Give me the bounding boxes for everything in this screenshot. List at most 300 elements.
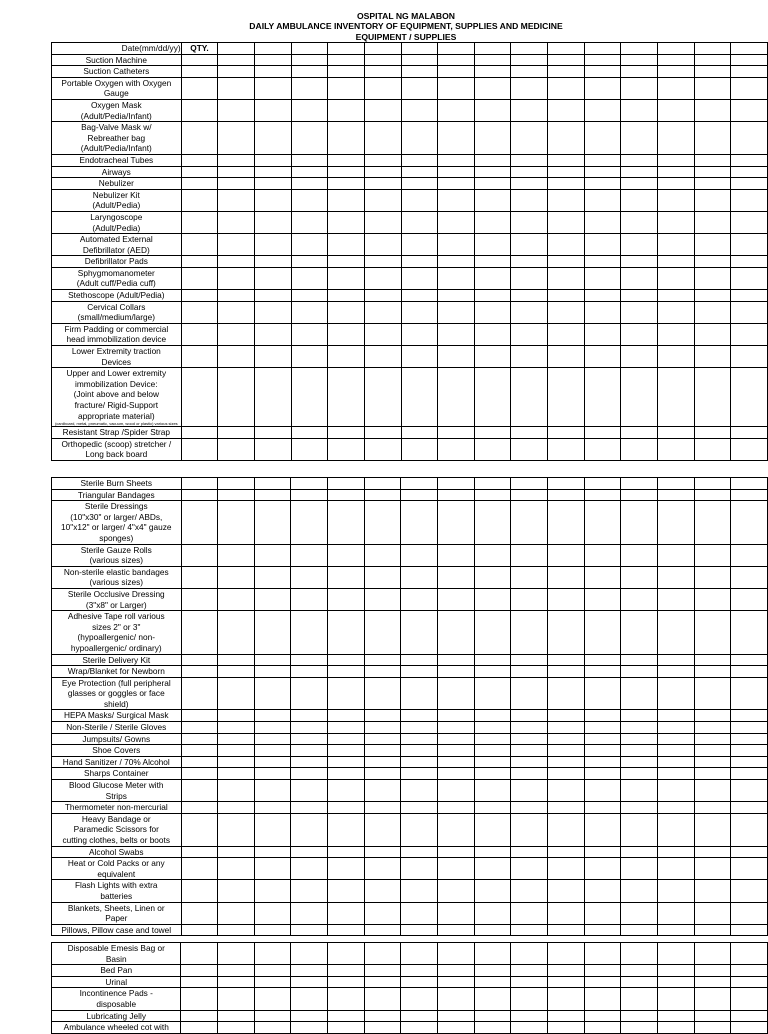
entry-cell[interactable] [511, 654, 548, 666]
entry-cell[interactable] [218, 438, 255, 460]
entry-cell[interactable] [731, 611, 768, 654]
entry-cell[interactable] [731, 976, 768, 988]
entry-cell[interactable] [328, 1010, 365, 1022]
entry-cell[interactable] [474, 902, 511, 924]
entry-cell[interactable] [511, 438, 548, 460]
entry-cell[interactable] [584, 802, 621, 814]
entry-cell[interactable] [511, 368, 548, 427]
entry-cell[interactable] [328, 733, 365, 745]
entry-cell[interactable] [731, 710, 768, 722]
date-cell[interactable] [511, 43, 548, 55]
entry-cell[interactable] [364, 780, 401, 802]
entry-cell[interactable] [731, 566, 768, 588]
entry-cell[interactable] [401, 301, 438, 323]
entry-cell[interactable] [401, 438, 438, 460]
entry-cell[interactable] [657, 234, 694, 256]
entry-cell[interactable] [584, 1022, 621, 1034]
entry-cell[interactable] [584, 489, 621, 501]
entry-cell[interactable] [731, 489, 768, 501]
entry-cell[interactable] [694, 666, 731, 678]
entry-cell[interactable] [584, 880, 621, 902]
entry-cell[interactable] [621, 666, 658, 678]
entry-cell[interactable] [731, 722, 768, 734]
entry-cell[interactable] [254, 489, 291, 501]
entry-cell[interactable] [621, 611, 658, 654]
entry-cell[interactable] [181, 290, 218, 302]
entry-cell[interactable] [731, 588, 768, 610]
entry-cell[interactable] [291, 1022, 328, 1034]
entry-cell[interactable] [547, 902, 584, 924]
entry-cell[interactable] [254, 588, 291, 610]
entry-cell[interactable] [621, 544, 658, 566]
entry-cell[interactable] [657, 427, 694, 439]
entry-cell[interactable] [328, 976, 365, 988]
entry-cell[interactable] [438, 756, 475, 768]
entry-cell[interactable] [511, 301, 548, 323]
entry-cell[interactable] [291, 902, 328, 924]
entry-cell[interactable] [328, 256, 365, 268]
entry-cell[interactable] [694, 588, 731, 610]
entry-cell[interactable] [584, 478, 621, 490]
entry-cell[interactable] [438, 846, 475, 858]
entry-cell[interactable] [401, 965, 438, 977]
entry-cell[interactable] [364, 733, 401, 745]
entry-cell[interactable] [511, 802, 548, 814]
entry-cell[interactable] [694, 66, 731, 78]
entry-cell[interactable] [657, 710, 694, 722]
entry-cell[interactable] [255, 267, 292, 289]
entry-cell[interactable] [181, 768, 218, 780]
entry-cell[interactable] [181, 234, 218, 256]
entry-cell[interactable] [658, 1022, 695, 1034]
entry-cell[interactable] [547, 858, 584, 880]
entry-cell[interactable] [621, 211, 658, 233]
entry-cell[interactable] [584, 234, 621, 256]
entry-cell[interactable] [657, 478, 694, 490]
entry-cell[interactable] [657, 566, 694, 588]
entry-cell[interactable] [438, 858, 475, 880]
entry-cell[interactable] [401, 1010, 438, 1022]
entry-cell[interactable] [218, 301, 255, 323]
entry-cell[interactable] [218, 54, 255, 66]
entry-cell[interactable] [731, 178, 768, 190]
entry-cell[interactable] [291, 802, 328, 814]
entry-cell[interactable] [474, 290, 511, 302]
entry-cell[interactable] [694, 802, 731, 814]
entry-cell[interactable] [511, 501, 548, 544]
entry-cell[interactable] [181, 438, 218, 460]
entry-cell[interactable] [694, 544, 731, 566]
entry-cell[interactable] [328, 780, 365, 802]
entry-cell[interactable] [731, 988, 768, 1010]
entry-cell[interactable] [328, 54, 365, 66]
entry-cell[interactable] [328, 745, 365, 757]
date-cell[interactable] [657, 43, 694, 55]
entry-cell[interactable] [181, 813, 218, 846]
entry-cell[interactable] [694, 478, 731, 490]
date-cell[interactable] [438, 43, 475, 55]
entry-cell[interactable] [694, 166, 731, 178]
entry-cell[interactable] [364, 722, 401, 734]
entry-cell[interactable] [731, 745, 768, 757]
entry-cell[interactable] [401, 745, 438, 757]
entry-cell[interactable] [218, 427, 255, 439]
entry-cell[interactable] [511, 234, 548, 256]
entry-cell[interactable] [255, 290, 292, 302]
entry-cell[interactable] [547, 611, 584, 654]
entry-cell[interactable] [584, 544, 621, 566]
entry-cell[interactable] [474, 988, 511, 1010]
entry-cell[interactable] [474, 544, 511, 566]
entry-cell[interactable] [218, 323, 255, 345]
entry-cell[interactable] [401, 77, 438, 99]
entry-cell[interactable] [474, 256, 511, 268]
entry-cell[interactable] [584, 256, 621, 268]
entry-cell[interactable] [584, 189, 621, 211]
entry-cell[interactable] [584, 427, 621, 439]
entry-cell[interactable] [584, 988, 621, 1010]
entry-cell[interactable] [731, 677, 768, 710]
entry-cell[interactable] [401, 66, 438, 78]
entry-cell[interactable] [218, 858, 255, 880]
entry-cell[interactable] [254, 880, 291, 902]
entry-cell[interactable] [548, 77, 585, 99]
entry-cell[interactable] [328, 154, 365, 166]
entry-cell[interactable] [401, 666, 438, 678]
entry-cell[interactable] [548, 988, 585, 1010]
entry-cell[interactable] [255, 368, 292, 427]
entry-cell[interactable] [291, 943, 328, 965]
entry-cell[interactable] [401, 154, 438, 166]
entry-cell[interactable] [474, 722, 511, 734]
entry-cell[interactable] [731, 666, 768, 678]
entry-cell[interactable] [328, 588, 365, 610]
entry-cell[interactable] [511, 99, 548, 121]
entry-cell[interactable] [181, 654, 218, 666]
entry-cell[interactable] [364, 710, 401, 722]
entry-cell[interactable] [364, 99, 401, 121]
entry-cell[interactable] [291, 211, 328, 233]
entry-cell[interactable] [474, 1022, 511, 1034]
entry-cell[interactable] [218, 677, 255, 710]
entry-cell[interactable] [731, 256, 768, 268]
entry-cell[interactable] [548, 1022, 585, 1034]
entry-cell[interactable] [438, 368, 475, 427]
entry-cell[interactable] [621, 166, 658, 178]
entry-cell[interactable] [694, 234, 731, 256]
entry-cell[interactable] [621, 346, 658, 368]
entry-cell[interactable] [181, 611, 218, 654]
entry-cell[interactable] [291, 189, 328, 211]
entry-cell[interactable] [364, 54, 401, 66]
entry-cell[interactable] [328, 677, 365, 710]
entry-cell[interactable] [621, 858, 658, 880]
entry-cell[interactable] [548, 438, 585, 460]
entry-cell[interactable] [584, 943, 621, 965]
entry-cell[interactable] [621, 733, 658, 745]
entry-cell[interactable] [181, 501, 218, 544]
entry-cell[interactable] [694, 99, 731, 121]
entry-cell[interactable] [364, 802, 401, 814]
entry-cell[interactable] [364, 1022, 401, 1034]
entry-cell[interactable] [291, 654, 328, 666]
entry-cell[interactable] [584, 99, 621, 121]
entry-cell[interactable] [474, 178, 511, 190]
entry-cell[interactable] [181, 66, 218, 78]
date-cell[interactable] [731, 43, 768, 55]
entry-cell[interactable] [438, 745, 475, 757]
entry-cell[interactable] [548, 943, 585, 965]
entry-cell[interactable] [181, 122, 218, 155]
entry-cell[interactable] [584, 976, 621, 988]
entry-cell[interactable] [547, 501, 584, 544]
entry-cell[interactable] [291, 733, 328, 745]
entry-cell[interactable] [621, 902, 658, 924]
entry-cell[interactable] [291, 666, 328, 678]
entry-cell[interactable] [364, 745, 401, 757]
entry-cell[interactable] [621, 301, 658, 323]
entry-cell[interactable] [218, 154, 255, 166]
date-cell[interactable] [401, 43, 438, 55]
entry-cell[interactable] [218, 880, 255, 902]
entry-cell[interactable] [731, 924, 768, 936]
entry-cell[interactable] [474, 346, 511, 368]
entry-cell[interactable] [401, 858, 438, 880]
entry-cell[interactable] [438, 427, 475, 439]
entry-cell[interactable] [328, 346, 365, 368]
entry-cell[interactable] [181, 154, 218, 166]
entry-cell[interactable] [657, 858, 694, 880]
entry-cell[interactable] [255, 438, 292, 460]
entry-cell[interactable] [181, 880, 218, 902]
entry-cell[interactable] [584, 566, 621, 588]
entry-cell[interactable] [364, 166, 401, 178]
entry-cell[interactable] [364, 846, 401, 858]
entry-cell[interactable] [254, 768, 291, 780]
entry-cell[interactable] [438, 478, 475, 490]
entry-cell[interactable] [291, 234, 328, 256]
entry-cell[interactable] [548, 976, 585, 988]
entry-cell[interactable] [438, 733, 475, 745]
entry-cell[interactable] [548, 178, 585, 190]
entry-cell[interactable] [254, 722, 291, 734]
entry-cell[interactable] [657, 780, 694, 802]
entry-cell[interactable] [694, 943, 731, 965]
entry-cell[interactable] [621, 965, 658, 977]
entry-cell[interactable] [438, 438, 475, 460]
entry-cell[interactable] [474, 77, 511, 99]
entry-cell[interactable] [694, 368, 731, 427]
entry-cell[interactable] [731, 654, 768, 666]
entry-cell[interactable] [364, 813, 401, 846]
entry-cell[interactable] [364, 988, 401, 1010]
entry-cell[interactable] [731, 1022, 768, 1034]
entry-cell[interactable] [548, 211, 585, 233]
entry-cell[interactable] [218, 654, 255, 666]
entry-cell[interactable] [364, 611, 401, 654]
entry-cell[interactable] [621, 178, 658, 190]
entry-cell[interactable] [474, 666, 511, 678]
entry-cell[interactable] [401, 290, 438, 302]
entry-cell[interactable] [511, 122, 548, 155]
entry-cell[interactable] [364, 677, 401, 710]
entry-cell[interactable] [474, 566, 511, 588]
date-cell[interactable] [255, 43, 292, 55]
entry-cell[interactable] [181, 988, 218, 1010]
entry-cell[interactable] [511, 478, 548, 490]
entry-cell[interactable] [364, 66, 401, 78]
entry-cell[interactable] [181, 710, 218, 722]
entry-cell[interactable] [694, 489, 731, 501]
entry-cell[interactable] [731, 943, 768, 965]
entry-cell[interactable] [254, 677, 291, 710]
entry-cell[interactable] [511, 256, 548, 268]
entry-cell[interactable] [694, 323, 731, 345]
entry-cell[interactable] [438, 489, 475, 501]
entry-cell[interactable] [438, 267, 475, 289]
entry-cell[interactable] [181, 756, 218, 768]
entry-cell[interactable] [364, 211, 401, 233]
entry-cell[interactable] [694, 346, 731, 368]
entry-cell[interactable] [254, 924, 291, 936]
entry-cell[interactable] [364, 77, 401, 99]
entry-cell[interactable] [511, 154, 548, 166]
entry-cell[interactable] [657, 677, 694, 710]
entry-cell[interactable] [218, 368, 255, 427]
entry-cell[interactable] [694, 611, 731, 654]
entry-cell[interactable] [474, 122, 511, 155]
entry-cell[interactable] [438, 988, 475, 1010]
entry-cell[interactable] [731, 154, 768, 166]
entry-cell[interactable] [548, 965, 585, 977]
entry-cell[interactable] [621, 189, 658, 211]
entry-cell[interactable] [474, 654, 511, 666]
entry-cell[interactable] [254, 654, 291, 666]
entry-cell[interactable] [218, 256, 255, 268]
entry-cell[interactable] [438, 976, 475, 988]
entry-cell[interactable] [474, 99, 511, 121]
entry-cell[interactable] [438, 902, 475, 924]
entry-cell[interactable] [657, 166, 694, 178]
entry-cell[interactable] [364, 478, 401, 490]
entry-cell[interactable] [438, 301, 475, 323]
entry-cell[interactable] [584, 654, 621, 666]
entry-cell[interactable] [548, 189, 585, 211]
entry-cell[interactable] [218, 924, 255, 936]
entry-cell[interactable] [474, 301, 511, 323]
entry-cell[interactable] [621, 154, 658, 166]
entry-cell[interactable] [218, 756, 255, 768]
entry-cell[interactable] [401, 588, 438, 610]
entry-cell[interactable] [218, 988, 255, 1010]
entry-cell[interactable] [621, 122, 658, 155]
entry-cell[interactable] [621, 99, 658, 121]
entry-cell[interactable] [584, 858, 621, 880]
entry-cell[interactable] [621, 54, 658, 66]
entry-cell[interactable] [657, 211, 694, 233]
entry-cell[interactable] [401, 733, 438, 745]
entry-cell[interactable] [621, 1010, 658, 1022]
entry-cell[interactable] [218, 166, 255, 178]
entry-cell[interactable] [474, 588, 511, 610]
entry-cell[interactable] [291, 988, 328, 1010]
entry-cell[interactable] [438, 544, 475, 566]
entry-cell[interactable] [657, 802, 694, 814]
entry-cell[interactable] [328, 710, 365, 722]
entry-cell[interactable] [474, 858, 511, 880]
entry-cell[interactable] [438, 256, 475, 268]
entry-cell[interactable] [438, 722, 475, 734]
entry-cell[interactable] [511, 166, 548, 178]
entry-cell[interactable] [328, 924, 365, 936]
entry-cell[interactable] [401, 880, 438, 902]
entry-cell[interactable] [364, 880, 401, 902]
entry-cell[interactable] [401, 489, 438, 501]
entry-cell[interactable] [401, 988, 438, 1010]
entry-cell[interactable] [254, 1022, 291, 1034]
entry-cell[interactable] [584, 501, 621, 544]
entry-cell[interactable] [547, 780, 584, 802]
entry-cell[interactable] [291, 166, 328, 178]
entry-cell[interactable] [547, 802, 584, 814]
entry-cell[interactable] [474, 745, 511, 757]
entry-cell[interactable] [511, 722, 548, 734]
entry-cell[interactable] [401, 976, 438, 988]
entry-cell[interactable] [218, 290, 255, 302]
entry-cell[interactable] [291, 768, 328, 780]
entry-cell[interactable] [181, 965, 218, 977]
entry-cell[interactable] [657, 66, 694, 78]
entry-cell[interactable] [731, 501, 768, 544]
entry-cell[interactable] [547, 654, 584, 666]
entry-cell[interactable] [658, 965, 695, 977]
entry-cell[interactable] [657, 54, 694, 66]
entry-cell[interactable] [401, 654, 438, 666]
entry-cell[interactable] [621, 478, 658, 490]
entry-cell[interactable] [657, 880, 694, 902]
entry-cell[interactable] [548, 234, 585, 256]
entry-cell[interactable] [694, 77, 731, 99]
entry-cell[interactable] [621, 501, 658, 544]
entry-cell[interactable] [474, 478, 511, 490]
entry-cell[interactable] [181, 368, 218, 427]
entry-cell[interactable] [511, 745, 548, 757]
entry-cell[interactable] [548, 99, 585, 121]
date-cell[interactable] [291, 43, 328, 55]
entry-cell[interactable] [255, 189, 292, 211]
entry-cell[interactable] [218, 611, 255, 654]
entry-cell[interactable] [511, 858, 548, 880]
entry-cell[interactable] [548, 166, 585, 178]
entry-cell[interactable] [474, 733, 511, 745]
entry-cell[interactable] [584, 211, 621, 233]
entry-cell[interactable] [621, 267, 658, 289]
entry-cell[interactable] [364, 976, 401, 988]
entry-cell[interactable] [694, 501, 731, 544]
entry-cell[interactable] [364, 154, 401, 166]
entry-cell[interactable] [438, 211, 475, 233]
entry-cell[interactable] [548, 54, 585, 66]
entry-cell[interactable] [218, 267, 255, 289]
entry-cell[interactable] [328, 654, 365, 666]
entry-cell[interactable] [511, 66, 548, 78]
entry-cell[interactable] [328, 756, 365, 768]
entry-cell[interactable] [511, 77, 548, 99]
entry-cell[interactable] [584, 756, 621, 768]
entry-cell[interactable] [328, 211, 365, 233]
entry-cell[interactable] [584, 166, 621, 178]
entry-cell[interactable] [511, 566, 548, 588]
